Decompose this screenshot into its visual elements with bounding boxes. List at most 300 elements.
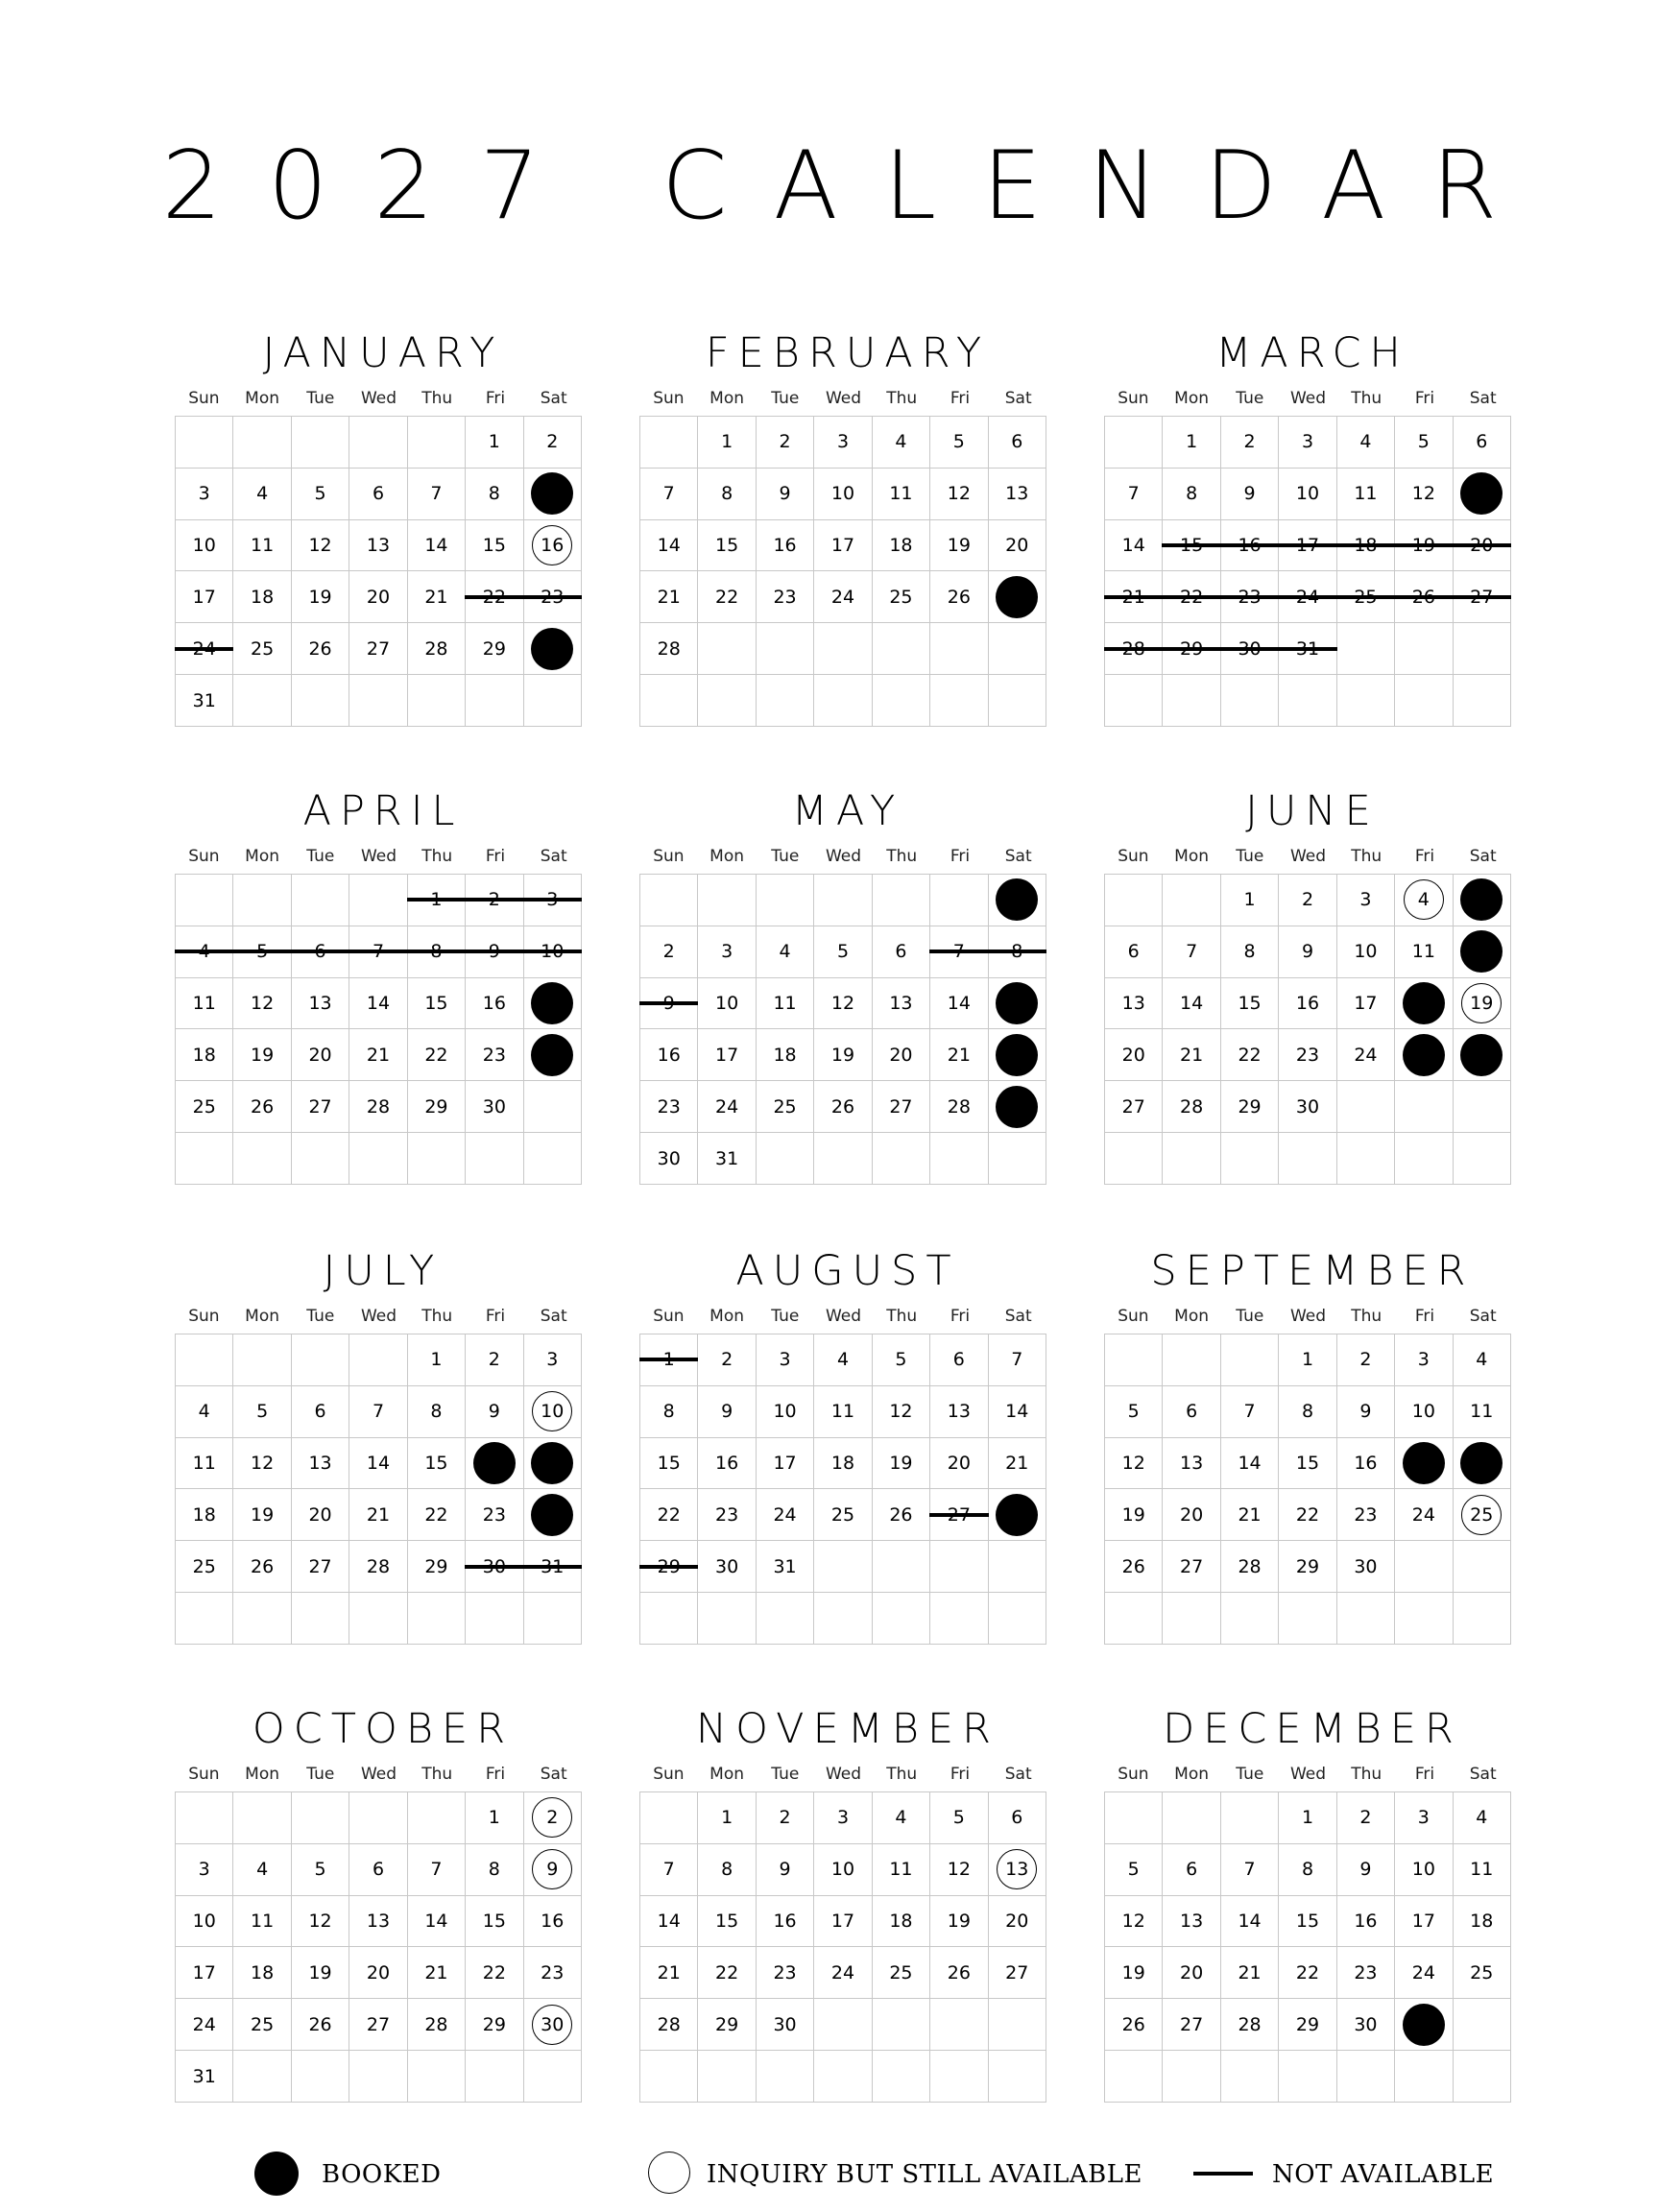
day-cell[interactable] <box>640 1541 698 1593</box>
day-cell[interactable] <box>814 1081 872 1133</box>
day-cell[interactable] <box>233 1438 291 1490</box>
day-cell[interactable] <box>814 926 872 978</box>
day-cell[interactable] <box>1337 1334 1395 1386</box>
day-cell[interactable] <box>1454 1792 1511 1844</box>
day-cell[interactable] <box>930 571 988 623</box>
day-cell[interactable] <box>176 1541 233 1593</box>
day-cell[interactable] <box>1105 1438 1163 1490</box>
day-cell[interactable] <box>524 469 582 520</box>
day-cell[interactable] <box>873 1386 930 1438</box>
day-cell[interactable] <box>814 1438 872 1490</box>
day-cell[interactable] <box>930 417 988 469</box>
day-cell[interactable] <box>989 1489 1046 1541</box>
day-cell[interactable] <box>466 1947 523 1999</box>
day-cell[interactable] <box>466 1438 523 1490</box>
day-cell[interactable] <box>1337 1386 1395 1438</box>
day-cell[interactable] <box>466 520 523 572</box>
day-cell[interactable] <box>873 469 930 520</box>
day-cell[interactable] <box>1163 926 1220 978</box>
day-cell[interactable] <box>1454 1489 1511 1541</box>
day-cell[interactable] <box>1395 469 1453 520</box>
day-cell[interactable] <box>1337 1844 1395 1896</box>
day-cell[interactable] <box>1395 1792 1453 1844</box>
day-cell[interactable] <box>1395 1438 1453 1490</box>
day-cell[interactable] <box>873 926 930 978</box>
day-cell[interactable] <box>1163 1844 1220 1896</box>
day-cell[interactable] <box>176 1844 233 1896</box>
day-cell[interactable] <box>1279 978 1336 1030</box>
day-cell[interactable] <box>1163 1438 1220 1490</box>
day-cell[interactable] <box>757 1386 814 1438</box>
day-cell[interactable] <box>1395 875 1453 926</box>
day-cell[interactable] <box>989 875 1046 926</box>
day-cell[interactable] <box>176 520 233 572</box>
day-cell[interactable] <box>408 571 466 623</box>
day-cell[interactable] <box>1279 469 1336 520</box>
day-cell[interactable] <box>814 1896 872 1948</box>
day-cell[interactable] <box>930 978 988 1030</box>
day-cell[interactable] <box>408 469 466 520</box>
day-cell[interactable] <box>233 1999 291 2051</box>
day-cell[interactable] <box>698 1792 756 1844</box>
day-cell[interactable] <box>1105 1029 1163 1081</box>
day-cell[interactable] <box>176 1081 233 1133</box>
day-cell[interactable] <box>698 978 756 1030</box>
day-cell[interactable] <box>1395 1999 1453 2051</box>
day-cell[interactable] <box>466 1386 523 1438</box>
day-cell[interactable] <box>1279 1386 1336 1438</box>
day-cell[interactable] <box>698 1438 756 1490</box>
day-cell[interactable] <box>408 1489 466 1541</box>
day-cell[interactable] <box>757 1029 814 1081</box>
day-cell[interactable] <box>757 469 814 520</box>
day-cell[interactable] <box>640 469 698 520</box>
day-cell[interactable] <box>349 1029 407 1081</box>
day-cell[interactable] <box>1105 520 1163 572</box>
day-cell[interactable] <box>873 1334 930 1386</box>
day-cell[interactable] <box>524 623 582 675</box>
day-cell[interactable] <box>930 1386 988 1438</box>
day-cell[interactable] <box>1395 926 1453 978</box>
day-cell[interactable] <box>1337 417 1395 469</box>
day-cell[interactable] <box>466 1896 523 1948</box>
day-cell[interactable] <box>873 1947 930 1999</box>
day-cell[interactable] <box>698 1947 756 1999</box>
day-cell[interactable] <box>466 978 523 1030</box>
day-cell[interactable] <box>1163 1386 1220 1438</box>
day-cell[interactable] <box>1105 1896 1163 1948</box>
day-cell[interactable] <box>524 978 582 1030</box>
day-cell[interactable] <box>1279 1489 1336 1541</box>
day-cell[interactable] <box>408 520 466 572</box>
day-cell[interactable] <box>930 926 988 978</box>
day-cell[interactable] <box>757 1438 814 1490</box>
day-cell[interactable] <box>698 1541 756 1593</box>
day-cell[interactable] <box>1395 1489 1453 1541</box>
day-cell[interactable] <box>466 875 523 926</box>
day-cell[interactable] <box>524 1029 582 1081</box>
day-cell[interactable] <box>989 571 1046 623</box>
day-cell[interactable] <box>233 1386 291 1438</box>
day-cell[interactable] <box>292 1489 349 1541</box>
day-cell[interactable] <box>176 978 233 1030</box>
day-cell[interactable] <box>1221 1081 1279 1133</box>
day-cell[interactable] <box>292 469 349 520</box>
day-cell[interactable] <box>1337 520 1395 572</box>
day-cell[interactable] <box>1279 1029 1336 1081</box>
day-cell[interactable] <box>1163 1999 1220 2051</box>
day-cell[interactable] <box>698 1896 756 1948</box>
day-cell[interactable] <box>524 417 582 469</box>
day-cell[interactable] <box>757 571 814 623</box>
day-cell[interactable] <box>989 926 1046 978</box>
day-cell[interactable] <box>873 1438 930 1490</box>
day-cell[interactable] <box>292 1386 349 1438</box>
day-cell[interactable] <box>640 1133 698 1185</box>
day-cell[interactable] <box>1279 1844 1336 1896</box>
day-cell[interactable] <box>989 1386 1046 1438</box>
day-cell[interactable] <box>408 623 466 675</box>
day-cell[interactable] <box>1221 978 1279 1030</box>
day-cell[interactable] <box>349 1541 407 1593</box>
day-cell[interactable] <box>524 1947 582 1999</box>
day-cell[interactable] <box>1221 1029 1279 1081</box>
day-cell[interactable] <box>1163 978 1220 1030</box>
day-cell[interactable] <box>524 1541 582 1593</box>
day-cell[interactable] <box>757 1999 814 2051</box>
day-cell[interactable] <box>466 1541 523 1593</box>
day-cell[interactable] <box>1337 1896 1395 1948</box>
day-cell[interactable] <box>757 978 814 1030</box>
day-cell[interactable] <box>466 926 523 978</box>
day-cell[interactable] <box>524 1489 582 1541</box>
day-cell[interactable] <box>1221 926 1279 978</box>
day-cell[interactable] <box>1279 1896 1336 1948</box>
day-cell[interactable] <box>349 1438 407 1490</box>
day-cell[interactable] <box>1163 571 1220 623</box>
day-cell[interactable] <box>292 1081 349 1133</box>
day-cell[interactable] <box>930 469 988 520</box>
day-cell[interactable] <box>1279 571 1336 623</box>
day-cell[interactable] <box>1279 1541 1336 1593</box>
day-cell[interactable] <box>349 1489 407 1541</box>
day-cell[interactable] <box>873 1896 930 1948</box>
day-cell[interactable] <box>408 1386 466 1438</box>
day-cell[interactable] <box>176 2051 233 2103</box>
day-cell[interactable] <box>233 1541 291 1593</box>
day-cell[interactable] <box>873 520 930 572</box>
day-cell[interactable] <box>408 875 466 926</box>
day-cell[interactable] <box>466 1999 523 2051</box>
day-cell[interactable] <box>698 1844 756 1896</box>
day-cell[interactable] <box>989 1792 1046 1844</box>
day-cell[interactable] <box>640 1489 698 1541</box>
day-cell[interactable] <box>1221 875 1279 926</box>
day-cell[interactable] <box>814 1489 872 1541</box>
day-cell[interactable] <box>1163 1541 1220 1593</box>
day-cell[interactable] <box>1105 978 1163 1030</box>
day-cell[interactable] <box>466 1844 523 1896</box>
day-cell[interactable] <box>292 1947 349 1999</box>
day-cell[interactable] <box>757 926 814 978</box>
day-cell[interactable] <box>640 1386 698 1438</box>
day-cell[interactable] <box>524 1844 582 1896</box>
day-cell[interactable] <box>349 1844 407 1896</box>
day-cell[interactable] <box>698 926 756 978</box>
day-cell[interactable] <box>698 1999 756 2051</box>
day-cell[interactable] <box>1221 623 1279 675</box>
day-cell[interactable] <box>930 1438 988 1490</box>
day-cell[interactable] <box>233 1844 291 1896</box>
day-cell[interactable] <box>814 469 872 520</box>
day-cell[interactable] <box>930 1029 988 1081</box>
day-cell[interactable] <box>408 1081 466 1133</box>
day-cell[interactable] <box>1163 417 1220 469</box>
day-cell[interactable] <box>466 623 523 675</box>
day-cell[interactable] <box>1395 520 1453 572</box>
day-cell[interactable] <box>930 1489 988 1541</box>
day-cell[interactable] <box>989 417 1046 469</box>
day-cell[interactable] <box>349 1947 407 1999</box>
day-cell[interactable] <box>930 1792 988 1844</box>
day-cell[interactable] <box>233 926 291 978</box>
day-cell[interactable] <box>640 1029 698 1081</box>
day-cell[interactable] <box>640 1947 698 1999</box>
day-cell[interactable] <box>989 520 1046 572</box>
day-cell[interactable] <box>1279 926 1336 978</box>
day-cell[interactable] <box>1163 1947 1220 1999</box>
day-cell[interactable] <box>408 1029 466 1081</box>
day-cell[interactable] <box>1454 1334 1511 1386</box>
day-cell[interactable] <box>640 1081 698 1133</box>
day-cell[interactable] <box>640 571 698 623</box>
day-cell[interactable] <box>989 1844 1046 1896</box>
day-cell[interactable] <box>873 1792 930 1844</box>
day-cell[interactable] <box>640 1999 698 2051</box>
day-cell[interactable] <box>524 1334 582 1386</box>
day-cell[interactable] <box>1221 1999 1279 2051</box>
day-cell[interactable] <box>1279 520 1336 572</box>
day-cell[interactable] <box>1221 1438 1279 1490</box>
day-cell[interactable] <box>698 1334 756 1386</box>
day-cell[interactable] <box>292 926 349 978</box>
day-cell[interactable] <box>1454 1844 1511 1896</box>
day-cell[interactable] <box>1454 520 1511 572</box>
day-cell[interactable] <box>292 571 349 623</box>
day-cell[interactable] <box>1337 1029 1395 1081</box>
day-cell[interactable] <box>292 1999 349 2051</box>
day-cell[interactable] <box>640 1844 698 1896</box>
day-cell[interactable] <box>292 623 349 675</box>
day-cell[interactable] <box>1279 1947 1336 1999</box>
day-cell[interactable] <box>466 1334 523 1386</box>
day-cell[interactable] <box>757 1947 814 1999</box>
day-cell[interactable] <box>1337 978 1395 1030</box>
day-cell[interactable] <box>233 1489 291 1541</box>
day-cell[interactable] <box>757 1792 814 1844</box>
day-cell[interactable] <box>1279 1081 1336 1133</box>
day-cell[interactable] <box>524 1999 582 2051</box>
day-cell[interactable] <box>408 1438 466 1490</box>
day-cell[interactable] <box>757 1844 814 1896</box>
day-cell[interactable] <box>1105 1947 1163 1999</box>
day-cell[interactable] <box>233 623 291 675</box>
day-cell[interactable] <box>930 1947 988 1999</box>
day-cell[interactable] <box>873 571 930 623</box>
day-cell[interactable] <box>989 978 1046 1030</box>
day-cell[interactable] <box>1279 417 1336 469</box>
day-cell[interactable] <box>349 571 407 623</box>
day-cell[interactable] <box>1221 1844 1279 1896</box>
day-cell[interactable] <box>524 1792 582 1844</box>
day-cell[interactable] <box>1105 1541 1163 1593</box>
day-cell[interactable] <box>1279 1438 1336 1490</box>
day-cell[interactable] <box>698 1133 756 1185</box>
day-cell[interactable] <box>1337 1489 1395 1541</box>
day-cell[interactable] <box>1395 1896 1453 1948</box>
day-cell[interactable] <box>814 978 872 1030</box>
day-cell[interactable] <box>814 571 872 623</box>
day-cell[interactable] <box>1105 926 1163 978</box>
day-cell[interactable] <box>1337 1947 1395 1999</box>
day-cell[interactable] <box>292 1844 349 1896</box>
day-cell[interactable] <box>1337 1541 1395 1593</box>
day-cell[interactable] <box>233 978 291 1030</box>
day-cell[interactable] <box>1163 1896 1220 1948</box>
day-cell[interactable] <box>873 978 930 1030</box>
day-cell[interactable] <box>1221 1947 1279 1999</box>
day-cell[interactable] <box>292 520 349 572</box>
day-cell[interactable] <box>1221 1386 1279 1438</box>
day-cell[interactable] <box>1163 1081 1220 1133</box>
day-cell[interactable] <box>873 1029 930 1081</box>
day-cell[interactable] <box>873 1081 930 1133</box>
day-cell[interactable] <box>930 1844 988 1896</box>
day-cell[interactable] <box>1454 1386 1511 1438</box>
day-cell[interactable] <box>698 469 756 520</box>
day-cell[interactable] <box>757 417 814 469</box>
day-cell[interactable] <box>466 1029 523 1081</box>
day-cell[interactable] <box>989 1334 1046 1386</box>
day-cell[interactable] <box>408 926 466 978</box>
day-cell[interactable] <box>873 1489 930 1541</box>
day-cell[interactable] <box>1221 520 1279 572</box>
day-cell[interactable] <box>292 1438 349 1490</box>
day-cell[interactable] <box>1337 1999 1395 2051</box>
day-cell[interactable] <box>1395 1844 1453 1896</box>
day-cell[interactable] <box>814 1029 872 1081</box>
day-cell[interactable] <box>989 1947 1046 1999</box>
day-cell[interactable] <box>1454 571 1511 623</box>
day-cell[interactable] <box>233 469 291 520</box>
day-cell[interactable] <box>873 417 930 469</box>
day-cell[interactable] <box>466 1792 523 1844</box>
day-cell[interactable] <box>408 1541 466 1593</box>
day-cell[interactable] <box>233 1029 291 1081</box>
day-cell[interactable] <box>698 1081 756 1133</box>
day-cell[interactable] <box>640 1438 698 1490</box>
day-cell[interactable] <box>814 417 872 469</box>
day-cell[interactable] <box>1221 1541 1279 1593</box>
day-cell[interactable] <box>757 1081 814 1133</box>
day-cell[interactable] <box>233 520 291 572</box>
day-cell[interactable] <box>989 1081 1046 1133</box>
day-cell[interactable] <box>1454 1896 1511 1948</box>
day-cell[interactable] <box>757 1489 814 1541</box>
day-cell[interactable] <box>349 978 407 1030</box>
day-cell[interactable] <box>757 1334 814 1386</box>
day-cell[interactable] <box>1454 926 1511 978</box>
day-cell[interactable] <box>698 1386 756 1438</box>
day-cell[interactable] <box>1105 623 1163 675</box>
day-cell[interactable] <box>1454 1947 1511 1999</box>
day-cell[interactable] <box>814 520 872 572</box>
day-cell[interactable] <box>176 675 233 727</box>
day-cell[interactable] <box>1105 469 1163 520</box>
day-cell[interactable] <box>1395 417 1453 469</box>
day-cell[interactable] <box>640 978 698 1030</box>
day-cell[interactable] <box>989 1438 1046 1490</box>
day-cell[interactable] <box>1395 1947 1453 1999</box>
day-cell[interactable] <box>176 1029 233 1081</box>
day-cell[interactable] <box>814 1947 872 1999</box>
day-cell[interactable] <box>408 978 466 1030</box>
day-cell[interactable] <box>930 1334 988 1386</box>
day-cell[interactable] <box>640 926 698 978</box>
day-cell[interactable] <box>1163 469 1220 520</box>
day-cell[interactable] <box>176 1489 233 1541</box>
day-cell[interactable] <box>1105 571 1163 623</box>
day-cell[interactable] <box>1395 978 1453 1030</box>
day-cell[interactable] <box>1105 1999 1163 2051</box>
day-cell[interactable] <box>176 926 233 978</box>
day-cell[interactable] <box>349 1081 407 1133</box>
day-cell[interactable] <box>1221 417 1279 469</box>
day-cell[interactable] <box>176 1438 233 1490</box>
day-cell[interactable] <box>698 571 756 623</box>
day-cell[interactable] <box>1279 623 1336 675</box>
day-cell[interactable] <box>989 1029 1046 1081</box>
day-cell[interactable] <box>1337 926 1395 978</box>
day-cell[interactable] <box>176 1896 233 1948</box>
day-cell[interactable] <box>1454 469 1511 520</box>
day-cell[interactable] <box>349 926 407 978</box>
day-cell[interactable] <box>292 978 349 1030</box>
day-cell[interactable] <box>1454 875 1511 926</box>
day-cell[interactable] <box>233 571 291 623</box>
day-cell[interactable] <box>408 1999 466 2051</box>
day-cell[interactable] <box>349 1386 407 1438</box>
day-cell[interactable] <box>640 1334 698 1386</box>
day-cell[interactable] <box>757 520 814 572</box>
day-cell[interactable] <box>292 1896 349 1948</box>
day-cell[interactable] <box>466 1081 523 1133</box>
day-cell[interactable] <box>814 1792 872 1844</box>
day-cell[interactable] <box>698 1029 756 1081</box>
day-cell[interactable] <box>466 469 523 520</box>
day-cell[interactable] <box>176 469 233 520</box>
day-cell[interactable] <box>1105 1844 1163 1896</box>
day-cell[interactable] <box>1279 1792 1336 1844</box>
day-cell[interactable] <box>1337 571 1395 623</box>
day-cell[interactable] <box>1337 1438 1395 1490</box>
day-cell[interactable] <box>1395 1029 1453 1081</box>
day-cell[interactable] <box>1279 1334 1336 1386</box>
day-cell[interactable] <box>408 1334 466 1386</box>
day-cell[interactable] <box>466 571 523 623</box>
day-cell[interactable] <box>176 1947 233 1999</box>
day-cell[interactable] <box>524 1896 582 1948</box>
